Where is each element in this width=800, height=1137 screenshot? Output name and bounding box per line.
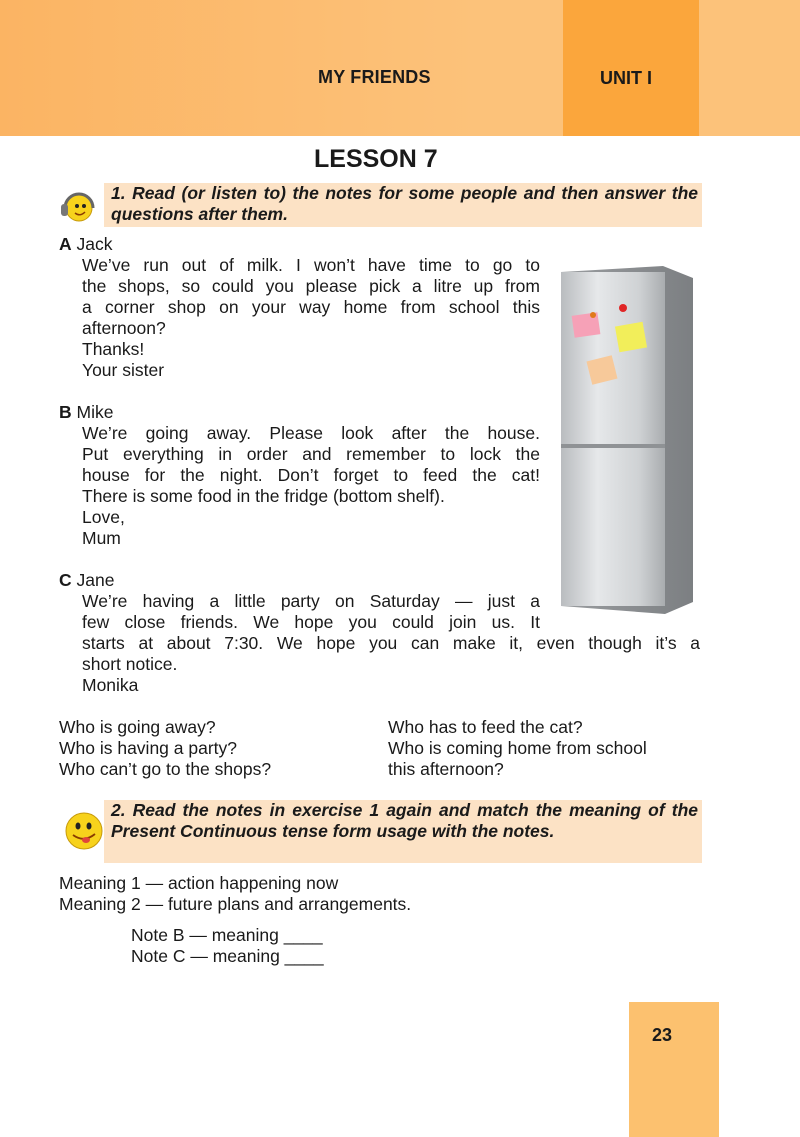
note-a-body bbox=[82, 255, 540, 381]
note-c-name: Jane bbox=[76, 570, 115, 590]
meaning-2: Meaning 2 — future plans and arrangements. bbox=[59, 894, 412, 914]
question-right: this afternoon? bbox=[388, 759, 504, 779]
question-right: Who has to feed the cat? bbox=[388, 717, 583, 737]
match-note-b: Note B — meaning ____ bbox=[131, 925, 323, 945]
note-a-line: the shops, so could you please pick a litre up from bbox=[82, 276, 540, 296]
note-c-line: We’re having a little party on Saturday — just a bbox=[82, 591, 540, 611]
note-b-body bbox=[82, 423, 540, 549]
note-a-line: We’ve run out of milk. I won’t have time to go to bbox=[82, 255, 540, 275]
page-number: 23 bbox=[652, 1025, 673, 1045]
question-left: Who can’t go to the shops? bbox=[59, 759, 272, 779]
headphones-smiley-icon bbox=[57, 186, 97, 226]
note-a-name: Jack bbox=[76, 234, 113, 254]
note-b-signature: Mum bbox=[82, 528, 121, 548]
note-a-header bbox=[59, 234, 113, 255]
note-b-line: We’re going away. Please look after the house. bbox=[82, 423, 540, 443]
question-right: Who is coming home from school bbox=[388, 738, 647, 758]
note-c-header bbox=[59, 570, 114, 591]
note-c-signature: Monika bbox=[82, 675, 139, 695]
note-c-line: short notice. bbox=[82, 654, 178, 674]
note-b-line: Put everything in order and remember to lock the bbox=[82, 444, 540, 464]
note-a-line: afternoon? bbox=[82, 318, 166, 338]
fridge-image bbox=[553, 262, 703, 617]
question-left: Who is going away? bbox=[59, 717, 216, 737]
page-section-title: MY FRIENDS bbox=[318, 67, 431, 87]
unit-label: UNIT I bbox=[600, 68, 652, 88]
meaning-1: Meaning 1 — action happening now bbox=[59, 873, 339, 893]
note-b-line: There is some food in the fridge (bottom shelf). bbox=[82, 486, 445, 506]
note-b-line: Love, bbox=[82, 507, 125, 527]
note-c-line: starts at about 7:30. We hope you can make it, even though it’s a bbox=[82, 633, 700, 653]
note-c-letter: C bbox=[59, 570, 72, 590]
note-a-line: a corner shop on your way home from school this bbox=[82, 297, 540, 317]
note-c-line: few close friends. We hope you could join us. It bbox=[82, 612, 540, 632]
lesson-title: LESSON 7 bbox=[314, 145, 438, 173]
note-b-name: Mike bbox=[76, 402, 114, 422]
task-1-instruction: 1. Read (or listen to) the notes for some people and then answer the questions after them. bbox=[104, 183, 702, 227]
note-a-letter: A bbox=[59, 234, 72, 254]
page-number-tab bbox=[629, 1002, 719, 1137]
note-b-header bbox=[59, 402, 113, 423]
note-b-line: house for the night. Don’t forget to feed the cat! bbox=[82, 465, 540, 485]
note-a-signature: Your sister bbox=[82, 360, 165, 380]
match-note-c: Note C — meaning ____ bbox=[131, 946, 324, 966]
note-a-line: Thanks! bbox=[82, 339, 145, 359]
note-b-letter: B bbox=[59, 402, 72, 422]
question-left: Who is having a party? bbox=[59, 738, 238, 758]
task-2-instruction: 2. Read the notes in exercise 1 again and match the meaning of the Present Continuous tense form usage with the notes. bbox=[104, 800, 702, 863]
smiley-tongue-icon bbox=[60, 807, 108, 855]
